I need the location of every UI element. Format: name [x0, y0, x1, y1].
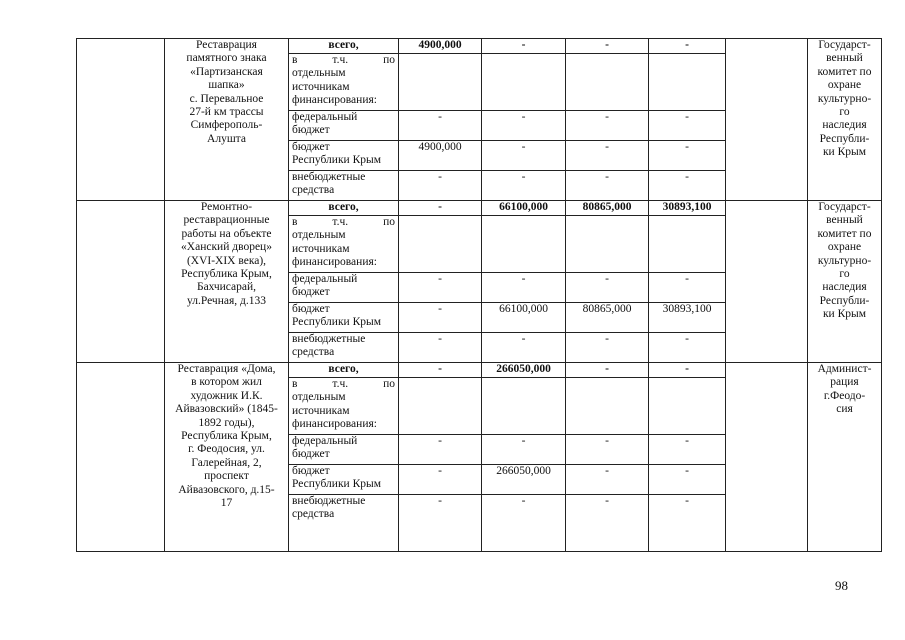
responsible-executor-line: го [839, 106, 850, 119]
funding-source-line: источникам [292, 242, 350, 255]
funding-table-body [77, 39, 882, 552]
empty-index-cell [77, 363, 165, 552]
amount-cell-year-2: - [482, 39, 566, 54]
responsible-executor-line: ки Крым [822, 308, 867, 321]
page-number: 98 [835, 578, 848, 593]
responsible-executor-line: Республи- [819, 294, 870, 307]
funding-source-cell [289, 495, 399, 552]
amount-cell-year-1: - [399, 465, 482, 495]
amount-cell-year-3: 80865,000 [566, 303, 649, 333]
empty-column-cell [726, 363, 808, 552]
funding-source-word: в [292, 54, 298, 66]
funding-source-line: федеральный [292, 435, 358, 447]
amount-cell-year-2: - [482, 111, 566, 141]
funding-source-line: отдельным [292, 229, 346, 242]
empty-index-cell [77, 39, 165, 201]
funding-source-line: финансирования: [292, 418, 377, 431]
funding-source-line: бюджет [292, 303, 330, 315]
project-name-line: «Ханский дворец» [181, 241, 272, 254]
amount-cell-year-2 [482, 216, 566, 273]
responsible-executor-line: охране [827, 241, 862, 254]
responsible-executor-line: комитет по [817, 227, 872, 240]
responsible-executor-line: сия [836, 403, 853, 416]
funding-source-split-line [292, 54, 395, 67]
funding-source-line: финансирования: [292, 94, 377, 107]
responsible-executor-line: Государст- [818, 201, 871, 213]
responsible-executor-line: Республи- [819, 132, 870, 145]
amount-cell-year-1: 4900,000 [399, 141, 482, 171]
funding-source-line: средства [292, 346, 335, 359]
project-name-line: Реставрация «Дома, [177, 363, 276, 375]
project-name-cell [165, 39, 289, 201]
amount-cell-year-2: 66100,000 [482, 303, 566, 333]
amount-cell-year-4: - [649, 363, 726, 378]
amount-cell-year-3: - [566, 39, 649, 54]
project-name-cell [165, 363, 289, 552]
funding-source-cell [289, 378, 399, 435]
amount-cell-year-2 [482, 54, 566, 111]
responsible-executor-cell [808, 201, 882, 363]
funding-source-word: т.ч. [332, 54, 349, 66]
funding-source-word: по [383, 378, 395, 390]
responsible-executor-line: го [839, 268, 850, 281]
responsible-executor-line: культурно- [817, 254, 872, 267]
funding-source-line: бюджет [292, 448, 330, 461]
funding-source-cell [289, 435, 399, 465]
funding-source-label: всего, [328, 363, 359, 375]
project-name-line: Галерейная, 2, [191, 456, 262, 469]
responsible-executor-cell [808, 363, 882, 552]
amount-cell-year-2: 266050,000 [482, 363, 566, 378]
amount-cell-year-3: - [566, 495, 649, 552]
responsible-executor-line: г.Феодо- [823, 389, 866, 402]
empty-index-cell [77, 201, 165, 363]
funding-source-word: в [292, 216, 298, 228]
funding-source-cell [289, 111, 399, 141]
responsible-executor-line: охране [827, 79, 862, 92]
project-name-line: Республика Крым, [181, 268, 272, 281]
amount-cell-year-3: - [566, 171, 649, 201]
funding-source-line: отдельным [292, 67, 346, 80]
funding-source-line: бюджет [292, 141, 330, 153]
table-row-total [77, 363, 882, 378]
amount-cell-year-4: - [649, 273, 726, 303]
funding-source-cell [289, 54, 399, 111]
amount-cell-year-1: - [399, 495, 482, 552]
funding-source-line: Республики Крым [292, 316, 381, 329]
amount-cell-year-2: - [482, 141, 566, 171]
amount-cell-year-1 [399, 378, 482, 435]
project-name-line: г. Феодосия, ул. [188, 443, 265, 456]
funding-source-word: по [383, 216, 395, 228]
funding-source-cell [289, 171, 399, 201]
amount-cell-year-4: - [649, 435, 726, 465]
project-name-line: Симферополь- [190, 119, 263, 132]
funding-source-cell [289, 39, 399, 54]
amount-cell-year-4 [649, 378, 726, 435]
funding-source-split-line [292, 216, 395, 229]
project-name-line: с. Перевальное [189, 92, 264, 105]
responsible-executor-line: Админист- [817, 363, 872, 375]
amount-cell-year-4 [649, 216, 726, 273]
amount-cell-year-4: - [649, 141, 726, 171]
project-name-cell [165, 201, 289, 363]
project-name-line: Реставрация [196, 39, 257, 51]
amount-cell-year-4: 30893,100 [649, 201, 726, 216]
funding-source-label: всего, [328, 39, 359, 51]
funding-source-cell [289, 216, 399, 273]
project-name-line: 1892 годы), [198, 416, 255, 429]
funding-source-line: источникам [292, 80, 350, 93]
amount-cell-year-2: - [482, 435, 566, 465]
responsible-executor-line: ки Крым [822, 146, 867, 159]
funding-source-cell [289, 201, 399, 216]
funding-source-word: в [292, 378, 298, 390]
project-name-line: художник И.К. [190, 389, 263, 402]
amount-cell-year-4: - [649, 333, 726, 363]
funding-source-line: средства [292, 184, 335, 197]
amount-cell-year-3 [566, 54, 649, 111]
funding-source-cell [289, 273, 399, 303]
amount-cell-year-3: - [566, 363, 649, 378]
amount-cell-year-4: - [649, 39, 726, 54]
responsible-executor-line: рация [830, 376, 859, 389]
amount-cell-year-1: 4900,000 [399, 39, 482, 54]
funding-source-split-line [292, 378, 395, 391]
amount-cell-year-4: - [649, 171, 726, 201]
amount-cell-year-4: 30893,100 [649, 303, 726, 333]
amount-cell-year-1: - [399, 435, 482, 465]
project-name-line: работы на объекте [181, 227, 272, 240]
responsible-executor-line: комитет по [817, 65, 872, 78]
funding-source-cell [289, 141, 399, 171]
project-name-line: Алушта [207, 132, 246, 145]
project-name-line: ул.Речная, д.133 [187, 294, 266, 307]
funding-source-line: бюджет [292, 465, 330, 477]
amount-cell-year-1: - [399, 201, 482, 216]
project-name-line: Ремонтно- [200, 201, 253, 213]
table-row-total [77, 39, 882, 54]
project-name-line: шапка» [208, 79, 245, 92]
amount-cell-year-2: - [482, 273, 566, 303]
responsible-executor-line: венный [826, 52, 863, 65]
amount-cell-year-2: - [482, 495, 566, 552]
responsible-executor-line: наследия [822, 281, 867, 294]
amount-cell-year-1: - [399, 303, 482, 333]
amount-cell-year-3: 80865,000 [566, 201, 649, 216]
amount-cell-year-4: - [649, 495, 726, 552]
amount-cell-year-2 [482, 378, 566, 435]
responsible-executor-line: культурно- [817, 92, 872, 105]
amount-cell-year-4 [649, 54, 726, 111]
funding-source-line: источникам [292, 404, 350, 417]
funding-source-line: внебюджетные [292, 171, 366, 183]
amount-cell-year-1: - [399, 333, 482, 363]
project-name-line: Бахчисарай, [196, 281, 257, 294]
amount-cell-year-2: 266050,000 [482, 465, 566, 495]
funding-source-word: т.ч. [332, 216, 349, 228]
responsible-executor-cell [808, 39, 882, 201]
amount-cell-year-1: - [399, 111, 482, 141]
project-name-line: 17 [220, 497, 233, 510]
amount-cell-year-4: - [649, 465, 726, 495]
funding-source-line: Республики Крым [292, 154, 381, 167]
funding-source-line: финансирования: [292, 256, 377, 269]
funding-source-label: всего, [328, 201, 359, 213]
amount-cell-year-1 [399, 216, 482, 273]
responsible-executor-line: наследия [822, 119, 867, 132]
amount-cell-year-3 [566, 216, 649, 273]
amount-cell-year-3: - [566, 465, 649, 495]
project-name-line: в котором жил [191, 376, 262, 389]
funding-source-line: внебюджетные [292, 333, 366, 345]
funding-source-line: внебюджетные [292, 495, 366, 507]
amount-cell-year-3: - [566, 111, 649, 141]
funding-source-word: т.ч. [332, 378, 349, 390]
responsible-executor-line: венный [826, 214, 863, 227]
funding-source-cell [289, 465, 399, 495]
funding-source-word: по [383, 54, 395, 66]
funding-source-cell [289, 363, 399, 378]
project-name-line: (XVI-XIX века), [186, 254, 267, 267]
funding-source-line: бюджет [292, 124, 330, 137]
project-name-line: 27-й км трассы [189, 106, 264, 119]
funding-source-line: федеральный [292, 273, 358, 285]
amount-cell-year-3: - [566, 273, 649, 303]
funding-source-cell [289, 303, 399, 333]
project-name-line: памятного знака [186, 52, 267, 65]
empty-column-cell [726, 201, 808, 363]
amount-cell-year-1: - [399, 363, 482, 378]
project-name-line: Айвазовский» (1845- [175, 403, 278, 416]
funding-source-line: отдельным [292, 391, 346, 404]
amount-cell-year-3: - [566, 333, 649, 363]
project-name-line: «Партизанская [190, 65, 263, 78]
funding-source-line: федеральный [292, 111, 358, 123]
project-name-line: Айвазовского, д.15- [178, 483, 275, 496]
project-name-line: Республика Крым, [181, 430, 272, 443]
amount-cell-year-1 [399, 54, 482, 111]
amount-cell-year-3: - [566, 141, 649, 171]
funding-table [76, 38, 882, 552]
funding-source-line: средства [292, 508, 335, 521]
amount-cell-year-3: - [566, 435, 649, 465]
project-name-line: проспект [204, 470, 249, 483]
project-name-line: реставрационные [183, 214, 270, 227]
funding-source-line: Республики Крым [292, 478, 381, 491]
table-row-total [77, 201, 882, 216]
funding-source-cell [289, 333, 399, 363]
amount-cell-year-2: 66100,000 [482, 201, 566, 216]
responsible-executor-line: Государст- [818, 39, 871, 51]
empty-column-cell [726, 39, 808, 201]
amount-cell-year-1: - [399, 273, 482, 303]
amount-cell-year-1: - [399, 171, 482, 201]
amount-cell-year-4: - [649, 111, 726, 141]
funding-source-line: бюджет [292, 286, 330, 299]
amount-cell-year-3 [566, 378, 649, 435]
amount-cell-year-2: - [482, 171, 566, 201]
amount-cell-year-2: - [482, 333, 566, 363]
